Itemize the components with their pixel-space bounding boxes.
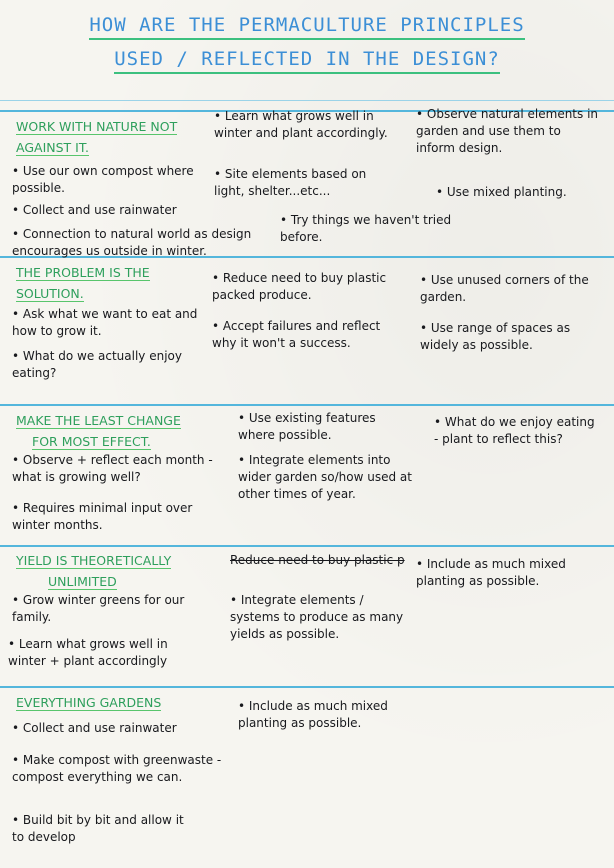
note-item: • Use range of spaces as widely as possible. [420, 321, 571, 352]
note-item: • Use mixed planting. [436, 185, 567, 199]
note-item: • Reduce need to buy plastic packed produce. [212, 271, 387, 302]
note-item: • Use existing features where possible. [238, 411, 376, 442]
note-item: • Integrate elements / systems to produce as many yields as possible. [230, 593, 404, 641]
note-item: • Grow winter greens for our family. [12, 593, 185, 624]
note-item: • Learn what grows well in winter and plant accordingly. [214, 109, 388, 140]
section-heading: YIELD IS THEORETICALLY UNLIMITED [16, 553, 172, 589]
page-title-line-2: USED / REFLECTED IN THE DESIGN? [0, 48, 614, 74]
note-item: • Use unused corners of the garden. [420, 273, 589, 304]
struck-note: Reduce need to buy plastic p [230, 553, 405, 567]
section-heading: EVERYTHING GARDENS [16, 695, 162, 710]
section-divider [0, 545, 614, 547]
note-item: • Try things we haven't tried before. [280, 213, 452, 244]
note-item: • Collect and use rainwater [12, 721, 177, 735]
section-divider [0, 404, 614, 406]
section-heading: THE PROBLEM IS THE SOLUTION. [16, 265, 150, 301]
page-title-line-1: HOW ARE THE PERMACULTURE PRINCIPLES [0, 14, 614, 40]
note-item: • Observe natural elements in garden and use them to inform design. [416, 107, 599, 155]
note-item: • Include as much mixed planting as possible. [238, 699, 388, 730]
note-item: • Include as much mixed planting as possible. [416, 557, 566, 588]
note-item: • Ask what we want to eat and how to grow it. [12, 307, 198, 338]
note-item: • Observe + reflect each month - what is growing well? [12, 453, 213, 484]
note-item: • What do we enjoy eating - plant to reflect this? [434, 415, 595, 446]
note-item: • What do we actually enjoy eating? [12, 349, 182, 380]
note-item: • Learn what grows well in winter + plant accordingly [8, 637, 168, 668]
note-item: • Accept failures and reflect why it won't a success. [212, 319, 381, 350]
note-item: • Connection to natural world as design encourages us outside in winter. [12, 227, 252, 258]
note-item: • Use our own compost where possible. [12, 164, 194, 195]
note-item: • Site elements based on light, shelter...etc... [214, 167, 367, 198]
note-item: • Collect and use rainwater [12, 203, 177, 217]
section-divider [0, 686, 614, 688]
note-item: • Requires minimal input over winter months. [12, 501, 193, 532]
ruled-line [0, 100, 614, 101]
note-item: • Build bit by bit and allow it to develop [12, 813, 184, 844]
note-item: • Make compost with greenwaste - compost everything we can. [12, 753, 222, 784]
section-heading: MAKE THE LEAST CHANGE FOR MOST EFFECT. [16, 413, 181, 449]
section-heading: WORK WITH NATURE NOT AGAINST IT. [16, 119, 178, 155]
note-item: • Integrate elements into wider garden so/how used at other times of year. [238, 453, 412, 501]
